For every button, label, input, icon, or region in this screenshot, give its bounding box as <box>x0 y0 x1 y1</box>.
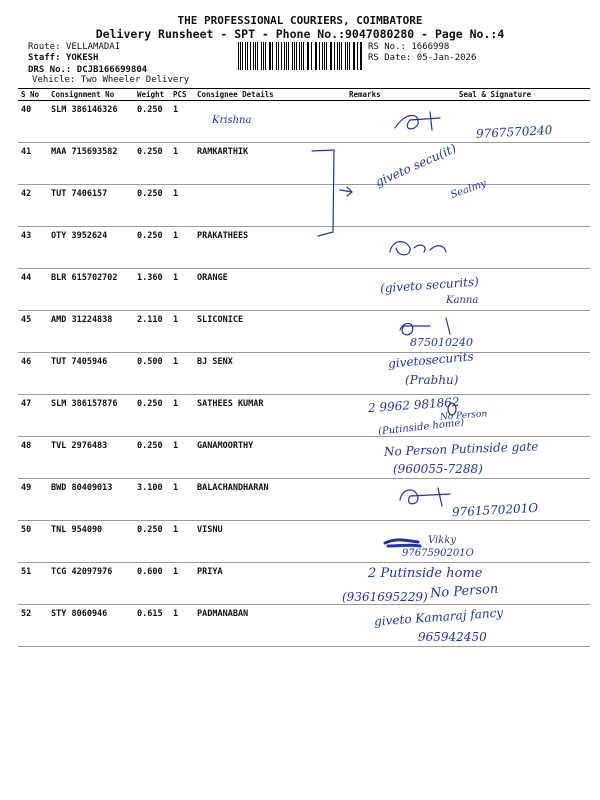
row-pcs: 1 <box>170 269 194 311</box>
handwriting-phone-48: (960055-7288) <box>393 462 483 476</box>
row-sno: 43 <box>18 227 48 269</box>
row-sno: 52 <box>18 605 48 647</box>
handwriting-phone-50: 9767590201O <box>402 548 474 559</box>
row-weight: 0.500 <box>134 353 170 395</box>
row-consignee: BALACHANDHARAN <box>194 479 346 521</box>
row-consignee: VISNU <box>194 521 346 563</box>
row-weight: 0.250 <box>134 521 170 563</box>
row-weight: 0.250 <box>134 143 170 185</box>
handwriting-note-48: No Person Putinside gate <box>383 439 539 459</box>
row-weight: 1.360 <box>134 269 170 311</box>
handwriting-giveto-security-3: givetosecurits <box>387 349 475 371</box>
row-consignee: SLICONICE <box>194 311 346 353</box>
row-consignee: RAMKARTHIK <box>194 143 346 185</box>
handwriting-note-51: 2 Putinside home <box>368 566 483 581</box>
row-pcs: 1 <box>170 521 194 563</box>
handwriting-note-47a: 2 9962 981862 <box>367 394 461 416</box>
row-consignment-no: TVL 2976483 <box>48 437 134 479</box>
row-consignment-no: TCG 42097976 <box>48 563 134 605</box>
signature-scribble-43 <box>390 242 446 255</box>
handwriting-phone-2: 875010240 <box>410 336 473 349</box>
row-weight: 0.250 <box>134 227 170 269</box>
route-line: Route: VELLAMADAI <box>28 42 121 52</box>
runsheet-subtitle: Delivery Runsheet - SPT - Phone No.:9047080280 - Page No.:4 <box>95 27 505 41</box>
row-consignment-no: STY 8060946 <box>48 605 134 647</box>
row-consignee: ORANGE <box>194 269 346 311</box>
row-consignee: PRIYA <box>194 563 346 605</box>
row-weight: 0.250 <box>134 437 170 479</box>
handwriting-krishna: Krishna <box>212 115 252 126</box>
row-consignee: GANAMOORTHY <box>194 437 346 479</box>
row-pcs: 1 <box>170 311 194 353</box>
handwriting-note-51b: No Person <box>429 581 499 602</box>
row-weight: 0.250 <box>134 101 170 143</box>
signature-scribble-50 <box>385 540 420 546</box>
handwriting-giveto-security-2: (giveto securits) <box>379 274 480 296</box>
rs-date: RS Date: 05-Jan-2026 <box>368 53 477 63</box>
signature-scribble-49 <box>400 488 450 506</box>
row-pcs: 1 <box>170 227 194 269</box>
row-pcs: 1 <box>170 437 194 479</box>
signature-scribble-45 <box>400 318 450 335</box>
row-pcs: 1 <box>170 563 194 605</box>
handwriting-name-44: Kanna <box>446 295 479 306</box>
col-weight: Weight <box>134 89 170 101</box>
company-title: THE PROFESSIONAL COURIERS, COIMBATORE <box>177 14 423 27</box>
rs-number: RS No.: 1666998 <box>368 42 450 52</box>
row-consignment-no: SLM 386157876 <box>48 395 134 437</box>
col-signature: Seal & Signature <box>400 89 590 101</box>
row-sno: 50 <box>18 521 48 563</box>
row-consignee: BJ SENX <box>194 353 346 395</box>
handwriting-name-42: Sealmy <box>449 177 488 202</box>
vehicle-line: Vehicle: Two Wheeler Delivery <box>32 75 190 85</box>
row-consignment-no: BLR 615702702 <box>48 269 134 311</box>
row-sno: 40 <box>18 101 48 143</box>
col-pcs: PCS <box>170 89 194 101</box>
row-consignment-no: BWD 80409013 <box>48 479 134 521</box>
bracket-mark <box>312 150 334 236</box>
col-remarks: Remarks <box>346 89 400 101</box>
row-sno: 45 <box>18 311 48 353</box>
handwriting-name-50: Vikky <box>428 535 457 546</box>
handwriting-phone-51: (9361695229) <box>342 590 428 604</box>
row-sno: 41 <box>18 143 48 185</box>
handwriting-note-47c: (Putinside home) <box>377 417 465 438</box>
handwriting-note-47b: No Person <box>439 409 488 423</box>
handwriting-note-52: giveto Kamaraj fancy <box>373 605 504 629</box>
row-pcs: 1 <box>170 185 194 227</box>
row-consignment-no: SLM 386146326 <box>48 101 134 143</box>
row-consignment-no: TUT 7406157 <box>48 185 134 227</box>
row-consignment-no: MAA 715693582 <box>48 143 134 185</box>
row-pcs: 1 <box>170 605 194 647</box>
handwriting-phone-49: 9761570201O <box>451 500 539 520</box>
drs-line: DRS No.: DCJB166699804 <box>28 65 148 75</box>
row-pcs: 1 <box>170 101 194 143</box>
handwriting-phone-52: 965942450 <box>418 630 487 644</box>
row-consignment-no: TUT 7405946 <box>48 353 134 395</box>
handwriting-phone-1: 9767570240 <box>475 123 553 141</box>
row-weight: 0.600 <box>134 563 170 605</box>
row-sno: 49 <box>18 479 48 521</box>
signature-scribble-40 <box>395 112 440 130</box>
handwriting-name-46: (Prabhu) <box>405 373 459 387</box>
row-pcs: 1 <box>170 479 194 521</box>
handwriting-giveto-security-1: giveto secu(it) <box>373 141 459 190</box>
row-consignee: SATHEES KUMAR <box>194 395 346 437</box>
row-pcs: 1 <box>170 395 194 437</box>
row-weight: 0.250 <box>134 395 170 437</box>
staff-line: Staff: YOKESH <box>28 53 99 63</box>
row-pcs: 1 <box>170 353 194 395</box>
row-consignment-no: AMD 31224838 <box>48 311 134 353</box>
row-sno: 44 <box>18 269 48 311</box>
row-sno: 48 <box>18 437 48 479</box>
row-sno: 42 <box>18 185 48 227</box>
col-consignee: Consignee Details <box>194 89 346 101</box>
row-sno: 51 <box>18 563 48 605</box>
row-weight: 0.250 <box>134 185 170 227</box>
row-weight: 2.110 <box>134 311 170 353</box>
row-consignee: PADMANABAN <box>194 605 346 647</box>
row-sno: 46 <box>18 353 48 395</box>
row-sno: 47 <box>18 395 48 437</box>
row-weight: 3.100 <box>134 479 170 521</box>
col-consignment: Consignment No <box>48 89 134 101</box>
row-consignee: PRAKATHEES <box>194 227 346 269</box>
col-sno: S No <box>18 89 48 101</box>
arrow-mark <box>340 187 352 196</box>
row-pcs: 1 <box>170 143 194 185</box>
row-consignment-no: OTY 3952624 <box>48 227 134 269</box>
row-weight: 0.615 <box>134 605 170 647</box>
row-consignment-no: TNL 954090 <box>48 521 134 563</box>
